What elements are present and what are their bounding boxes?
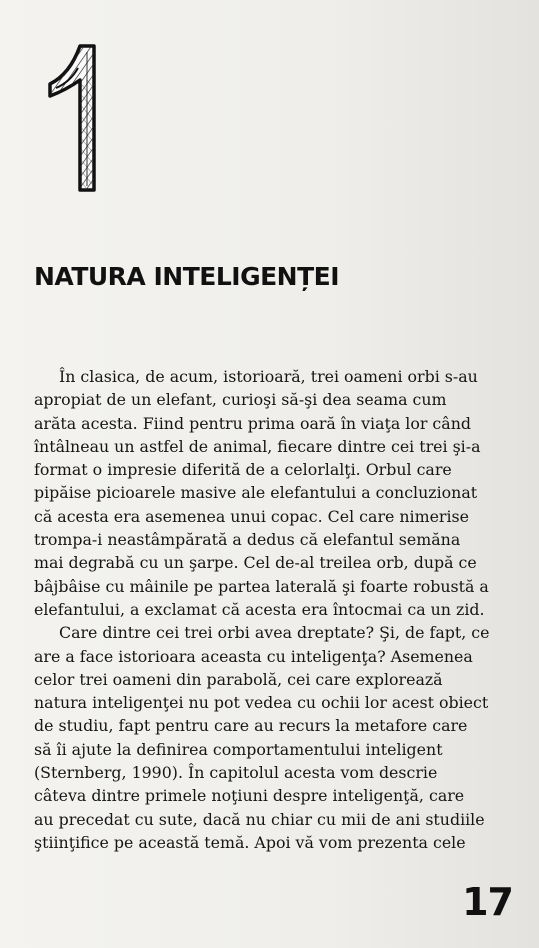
chapter-number-ornament [44,40,108,200]
text-line: au precedat cu sute, dacă nu chiar cu mii de ani studiile [34,809,485,829]
text-line: arăta acesta. Fiind pentru prima oară în viaţa lor când [34,413,471,433]
text-line: pipăise picioarele masive ale elefantului a concluzionat [34,483,478,503]
text-line: de studiu, fapt pentru care au recurs la metafore care [34,716,468,736]
page-number: 17 [462,880,513,924]
text-line: întâlneau un astfel de animal, fiecare dintre cei trei şi-a [34,436,481,456]
chapter-title: NATURA INTELIGENȚEI [34,262,340,291]
text-line: format o impresie diferită de a celorlalţi. Orbul care [34,460,452,480]
text-line: trompa-i neastâmpărată a dedus că elefantul semăna [34,530,461,550]
text-line: bâjbâise cu mâinile pe partea laterală şi foarte robustă a [34,576,489,596]
text-line: elefantului, a exclamat că acesta era întocmai ca un zid. [34,599,485,619]
body-text [34,365,514,854]
text-line: să îi ajute la definirea comportamentului inteligent [34,739,443,759]
text-line: câteva dintre primele noţiuni despre inteligenţă, care [34,786,465,806]
text-line: apropiat de un elefant, curioşi să-şi dea seama cum [34,390,447,410]
text-line: are a face istorioara aceasta cu inteligenţa? Asemenea [34,646,473,666]
text-line: celor trei oameni din parabolă, cei care explorează [34,669,443,689]
text-line: că acesta era asemenea unui copac. Cel care nimerise [34,506,469,526]
text-line: ştiinţifice pe această temă. Apoi vă vom prezenta cele [34,832,466,852]
text-line: natura inteligenţei nu pot vedea cu ochii lor acest obiect [34,693,489,713]
text-line: În clasica, de acum, istorioară, trei oameni orbi s-au [59,367,478,386]
text-line: (Sternberg, 1990). În capitolul acesta vom descrie [34,763,438,783]
text-line: Care dintre cei trei orbi avea dreptate? Şi, de fapt, ce [59,623,490,643]
text-line: mai degrabă cu un şarpe. Cel de-al treilea orb, după ce [34,553,477,573]
